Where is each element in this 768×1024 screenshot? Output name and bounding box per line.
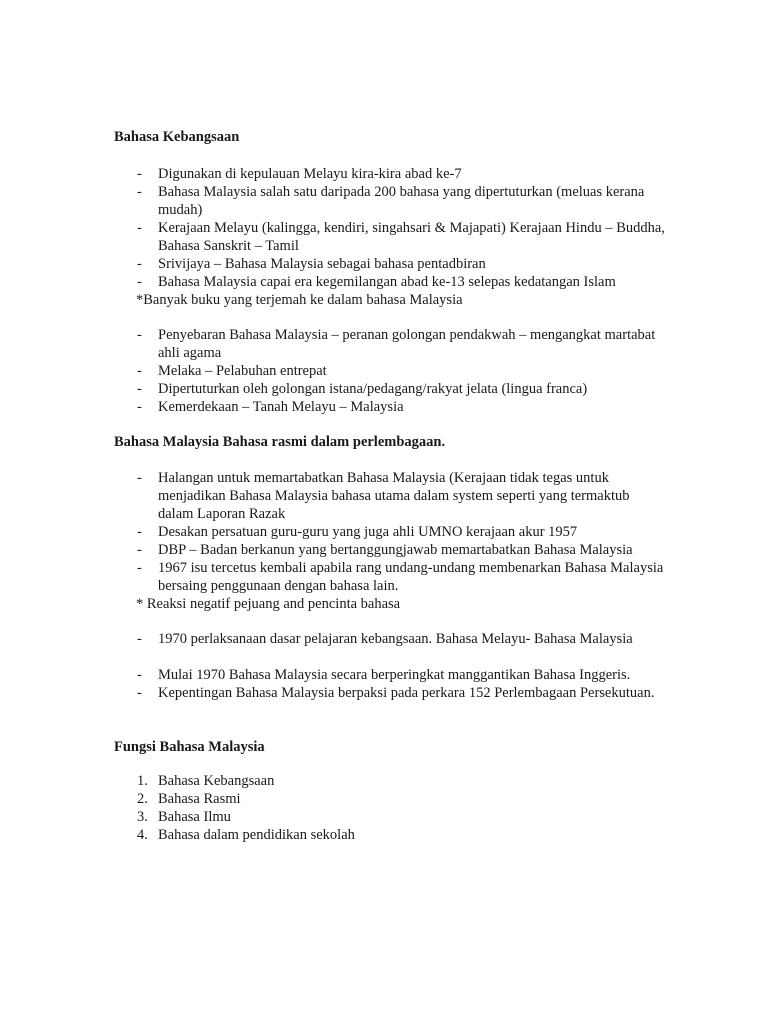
list-item — [137, 666, 667, 684]
dash-marker: - — [137, 399, 142, 415]
list-item-text: Kemerdekaan – Tanah Melayu – Malaysia — [158, 399, 404, 415]
dash-marker: - — [137, 256, 142, 272]
number-marker: 4. — [137, 827, 148, 843]
heading-bahasa-kebangsaan: Bahasa Kebangsaan — [114, 129, 240, 145]
list-item-text: Bahasa Malaysia salah satu daripada 200 bahasa yang dipertuturkan (meluas kerana mudah) — [158, 184, 645, 218]
list-item — [137, 255, 667, 273]
list-item — [137, 630, 667, 648]
numbered-item — [137, 808, 667, 826]
numbered-item — [137, 790, 667, 808]
list-item-text: 1970 perlaksanaan dasar pelajaran kebangsaan. Bahasa Melayu- Bahasa Malaysia — [158, 631, 633, 647]
list-item-text: Kepentingan Bahasa Malaysia berpaksi pada perkara 152 Perlembagaan Persekutuan. — [158, 685, 655, 701]
list-item-text: Bahasa Ilmu — [158, 809, 231, 825]
list-item-text: Bahasa Rasmi — [158, 791, 241, 807]
list-item-text: Bahasa dalam pendidikan sekolah — [158, 827, 355, 843]
numbered-item — [137, 826, 667, 844]
list-item — [137, 326, 667, 362]
dash-marker: - — [137, 667, 142, 683]
dash-marker: - — [137, 470, 142, 486]
dash-marker: - — [137, 220, 142, 236]
list-item-text: Melaka – Pelabuhan entrepat — [158, 363, 327, 379]
list-item-text: Penyebaran Bahasa Malaysia – peranan golongan pendakwah – mengangkat martabat ahli agama — [158, 327, 656, 361]
list-item-text: Bahasa Malaysia capai era kegemilangan abad ke-13 selepas kedatangan Islam — [158, 274, 616, 290]
list-item — [137, 165, 667, 183]
list-item — [137, 541, 667, 559]
list-item-text: Digunakan di kepulauan Melayu kira-kira abad ke-7 — [158, 166, 462, 182]
number-marker: 1. — [137, 773, 148, 789]
number-marker: 3. — [137, 809, 148, 825]
heading-fungsi-bahasa: Fungsi Bahasa Malaysia — [114, 739, 265, 755]
number-marker: 2. — [137, 791, 148, 807]
list-item — [137, 183, 667, 219]
list-item — [137, 469, 667, 523]
list-item-text: Kerajaan Melayu (kalingga, kendiri, singahsari & Majapati) Kerajaan Hindu – Buddha, Bahasa Sanskrit – Tamil — [158, 220, 665, 254]
list-item-text: 1967 isu tercetus kembali apabila rang undang-undang membenarkan Bahasa Malaysia bersaing penggunaan dengan bahasa lain. — [158, 560, 664, 594]
list-item-text: Mulai 1970 Bahasa Malaysia secara berperingkat manggantikan Bahasa Inggeris. — [158, 667, 631, 683]
list-item-text: Halangan untuk memartabatkan Bahasa Malaysia (Kerajaan tidak tegas untuk menjadikan Bahasa Malaysia bahasa utama dalam system seperti yang termaktub dalam Laporan Razak — [158, 470, 630, 522]
note-reaksi-negatif: * Reaksi negatif pejuang and pencinta bahasa — [136, 596, 401, 612]
list-item — [137, 398, 667, 416]
list-item-text: Srivijaya – Bahasa Malaysia sebagai bahasa pentadbiran — [158, 256, 486, 272]
dash-marker: - — [137, 363, 142, 379]
list-item — [137, 684, 667, 702]
list-item — [137, 273, 667, 291]
list-item — [137, 219, 667, 255]
list-item-text: Dipertuturkan oleh golongan istana/pedagang/rakyat jelata (lingua franca) — [158, 381, 588, 397]
list-item — [137, 523, 667, 541]
list-item — [137, 380, 667, 398]
dash-marker: - — [137, 274, 142, 290]
dash-marker: - — [137, 327, 142, 343]
list-item-text: Desakan persatuan guru-guru yang juga ahli UMNO kerajaan akur 1957 — [158, 524, 578, 540]
dash-marker: - — [137, 184, 142, 200]
dash-marker: - — [137, 524, 142, 540]
numbered-item — [137, 772, 667, 790]
note-banyak-buku: *Banyak buku yang terjemah ke dalam bahasa Malaysia — [136, 292, 463, 308]
dash-marker: - — [137, 166, 142, 182]
dash-marker: - — [137, 542, 142, 558]
list-item-text: DBP – Badan berkanun yang bertanggungjawab memartabatkan Bahasa Malaysia — [158, 542, 633, 558]
list-item — [137, 362, 667, 380]
dash-marker: - — [137, 560, 142, 576]
list-item-text: Bahasa Kebangsaan — [158, 773, 275, 789]
heading-bahasa-rasmi: Bahasa Malaysia Bahasa rasmi dalam perlembagaan. — [114, 434, 446, 450]
dash-marker: - — [137, 685, 142, 701]
dash-marker: - — [137, 381, 142, 397]
dash-marker: - — [137, 631, 142, 647]
list-item — [137, 559, 667, 595]
